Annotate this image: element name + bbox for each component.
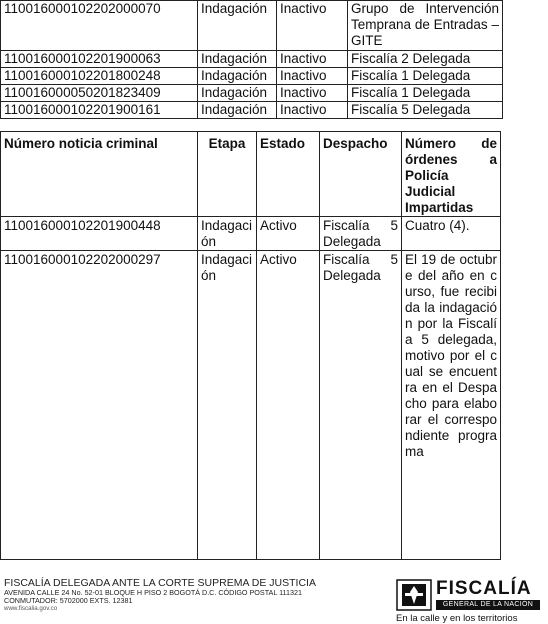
- case-office: Fiscalía 5 Delegada: [320, 251, 402, 560]
- logo-slogan: En la calle y en los territorios: [396, 613, 518, 624]
- active-investigations-table: [0, 131, 501, 560]
- table-row: [1, 102, 503, 119]
- case-number: 110016000102201800248: [1, 68, 198, 85]
- case-orders: El 19 de octubre del año en curso, fue recibida la indagación por la Fiscalía 5 delegada, motivo por el cual se encuentra en el Despacho para elaborar el correspondiente programa: [402, 251, 501, 560]
- header-stage: Etapa: [198, 132, 257, 217]
- case-office: Fiscalía 1 Delegada: [348, 85, 503, 102]
- case-office: Fiscalía 2 Delegada: [348, 51, 503, 68]
- header-orders: Número de órdenes a Policía Judicial Impartidas: [402, 132, 501, 217]
- case-number: 110016000102201900448: [1, 217, 198, 251]
- case-number: 110016000102201900063: [1, 51, 198, 68]
- header-case-number: Número noticia criminal: [1, 132, 198, 217]
- case-status: Inactivo: [277, 85, 348, 102]
- table-row: [1, 1, 503, 51]
- case-stage: Indagación: [198, 251, 257, 560]
- table-row: [1, 51, 503, 68]
- coat-of-arms-icon: [396, 579, 432, 611]
- case-stage: Indagación: [198, 1, 277, 51]
- case-status: Inactivo: [277, 1, 348, 51]
- case-status: Activo: [257, 217, 320, 251]
- case-number: 110016000102201900161: [1, 102, 198, 119]
- case-stage: Indagación: [198, 85, 277, 102]
- case-status: Activo: [257, 251, 320, 560]
- case-status: Inactivo: [277, 68, 348, 85]
- table-row: [1, 251, 501, 560]
- case-number: 110016000050201823409: [1, 85, 198, 102]
- table-header-row: [1, 132, 501, 217]
- case-stage: Indagación: [198, 68, 277, 85]
- table-row: [1, 85, 503, 102]
- case-office: Grupo de Intervención Temprana de Entradas – GITE: [348, 1, 503, 51]
- case-office: Fiscalía 5 Delegada: [348, 102, 503, 119]
- header-office: Despacho: [320, 132, 402, 217]
- case-office: Fiscalía 1 Delegada: [348, 68, 503, 85]
- table-row: [1, 68, 503, 85]
- case-number: 110016000102202000070: [1, 1, 198, 51]
- logo-name: FISCALÍA: [436, 578, 532, 599]
- fiscalia-logo: [396, 578, 544, 622]
- case-status: Inactivo: [277, 102, 348, 119]
- case-stage: Indagación: [198, 51, 277, 68]
- case-office: Fiscalía 5 Delegada: [320, 217, 402, 251]
- logo-subtitle: GENERAL DE LA NACIÓN: [436, 600, 540, 610]
- case-status: Inactivo: [277, 51, 348, 68]
- case-stage: Indagación: [198, 217, 257, 251]
- footer-phone: CONMUTADOR: 5702000 EXTS. 12381: [4, 596, 133, 605]
- header-status: Estado: [257, 132, 320, 217]
- case-orders: Cuatro (4).: [402, 217, 501, 251]
- table-row: [1, 217, 501, 251]
- case-number: 110016000102202000297: [1, 251, 198, 560]
- footer-website: www.fiscalia.gov.co: [4, 605, 58, 612]
- case-stage: Indagación: [198, 102, 277, 119]
- footer-office: FISCALÍA DELEGADA ANTE LA CORTE SUPREMA DE JUSTICIA: [4, 577, 316, 589]
- footer-contact: [4, 577, 316, 612]
- footer-address: AVENIDA CALLE 24 No. 52-01 BLOQUE H PISO 2 BOGOTÁ D.C. CÓDIGO POSTAL 111321: [4, 588, 302, 597]
- investigations-table-continued: [0, 0, 503, 119]
